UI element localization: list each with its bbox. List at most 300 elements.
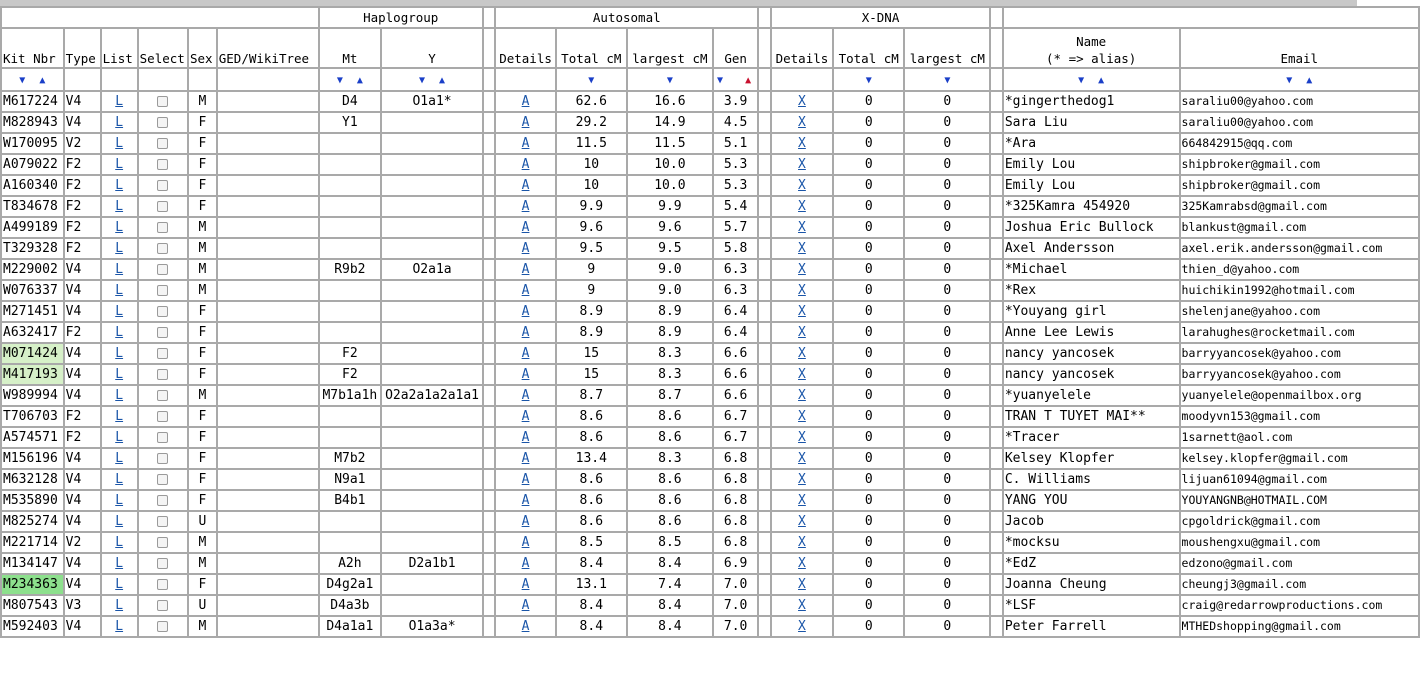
kit-number: M825274	[1, 511, 64, 532]
ged-wikitree	[217, 343, 319, 364]
xdna-details-link[interactable]: X	[798, 178, 806, 193]
xdna-details-cell	[771, 259, 834, 280]
mt-haplogroup	[319, 280, 382, 301]
sort-desc-icon[interactable]: ▼	[1286, 75, 1293, 86]
spacer	[990, 259, 1002, 280]
xdna-largest-cm: 0	[904, 469, 990, 490]
xdna-details-link[interactable]: X	[798, 388, 806, 403]
autosomal-details-link[interactable]: A	[521, 514, 530, 529]
xdna-details-link[interactable]: X	[798, 493, 806, 508]
ged-wikitree	[217, 511, 319, 532]
kit-type: V4	[64, 616, 101, 637]
select-checkbox[interactable]	[157, 180, 168, 191]
sex: U	[188, 595, 217, 616]
select-checkbox[interactable]	[157, 369, 168, 380]
mt-haplogroup	[319, 511, 382, 532]
ged-wikitree	[217, 448, 319, 469]
list-link[interactable]: L	[115, 493, 124, 508]
match-email: lijuan61094@gmail.com	[1180, 469, 1419, 490]
sort-asc-icon[interactable]: ▲	[39, 75, 46, 86]
list-link[interactable]: L	[115, 472, 124, 487]
xdna-details-link[interactable]: X	[798, 367, 806, 382]
header-list: List	[101, 28, 138, 68]
header-xdna-total: Total cM	[833, 28, 904, 68]
match-name: *Youyang girl	[1003, 301, 1180, 322]
select-cell	[138, 406, 188, 427]
autosomal-details-cell	[495, 490, 556, 511]
autosomal-details-link[interactable]: A	[521, 199, 530, 214]
ged-wikitree	[217, 322, 319, 343]
match-email: shipbroker@gmail.com	[1180, 154, 1419, 175]
autosomal-details-cell	[495, 448, 556, 469]
spacer	[990, 448, 1002, 469]
select-checkbox[interactable]	[157, 411, 168, 422]
sort-autosomal-total	[556, 68, 627, 91]
sort-desc-icon[interactable]: ▼	[666, 75, 673, 86]
autosomal-details-cell	[495, 343, 556, 364]
match-email: 325Kamrabsd@gmail.com	[1180, 196, 1419, 217]
xdna-details-cell	[771, 175, 834, 196]
autosomal-details-link[interactable]: A	[521, 556, 530, 571]
sort-desc-icon[interactable]: ▼	[865, 75, 872, 86]
y-haplogroup	[381, 448, 483, 469]
autosomal-details-link[interactable]: A	[521, 430, 530, 445]
list-link[interactable]: L	[115, 409, 124, 424]
autosomal-details-cell	[495, 364, 556, 385]
select-checkbox[interactable]	[157, 201, 168, 212]
generations: 6.8	[713, 490, 758, 511]
xdna-details-link[interactable]: X	[798, 346, 806, 361]
ged-wikitree	[217, 553, 319, 574]
autosomal-details-link[interactable]: A	[521, 241, 530, 256]
autosomal-details-link[interactable]: A	[521, 220, 530, 235]
match-email: barryyancosek@yahoo.com	[1180, 364, 1419, 385]
xdna-largest-cm: 0	[904, 511, 990, 532]
xdna-details-link[interactable]: X	[798, 430, 806, 445]
xdna-details-link[interactable]: X	[798, 598, 806, 613]
select-checkbox[interactable]	[157, 390, 168, 401]
xdna-details-link[interactable]: X	[798, 304, 806, 319]
header-sex: Sex	[188, 28, 217, 68]
list-link[interactable]: L	[115, 556, 124, 571]
select-checkbox[interactable]	[157, 495, 168, 506]
generations: 6.3	[713, 280, 758, 301]
mt-haplogroup	[319, 238, 382, 259]
kit-type: F2	[64, 154, 101, 175]
table-row	[1, 280, 1419, 301]
list-cell	[101, 574, 138, 595]
kit-number: M156196	[1, 448, 64, 469]
autosomal-details-link[interactable]: A	[521, 577, 530, 592]
kit-number: M632128	[1, 469, 64, 490]
xdna-largest-cm: 0	[904, 280, 990, 301]
ged-wikitree	[217, 406, 319, 427]
autosomal-details-link[interactable]: A	[521, 136, 530, 151]
y-haplogroup	[381, 406, 483, 427]
y-haplogroup	[381, 154, 483, 175]
spacer	[758, 616, 770, 637]
kit-type: V4	[64, 553, 101, 574]
autosomal-details-link[interactable]: A	[521, 493, 530, 508]
spacer	[758, 28, 770, 68]
xdna-group-header: X-DNA	[771, 7, 991, 28]
select-checkbox[interactable]	[157, 306, 168, 317]
table-row	[1, 322, 1419, 343]
spacer	[758, 175, 770, 196]
spacer	[483, 91, 495, 112]
sex: M	[188, 616, 217, 637]
blank-group-cell	[1003, 7, 1419, 28]
list-cell	[101, 301, 138, 322]
xdna-details-link[interactable]: X	[798, 94, 806, 109]
match-name: *yuanyelele	[1003, 385, 1180, 406]
match-email: larahughes@rocketmail.com	[1180, 322, 1419, 343]
select-cell	[138, 175, 188, 196]
xdna-details-link[interactable]: X	[798, 241, 806, 256]
xdna-largest-cm: 0	[904, 364, 990, 385]
table-row	[1, 259, 1419, 280]
kit-number: A574571	[1, 427, 64, 448]
xdna-total-cm: 0	[833, 301, 904, 322]
autosomal-details-link[interactable]: A	[521, 157, 530, 172]
sex: F	[188, 406, 217, 427]
xdna-details-cell	[771, 385, 834, 406]
y-haplogroup	[381, 364, 483, 385]
xdna-details-cell	[771, 217, 834, 238]
list-link[interactable]: L	[115, 157, 124, 172]
xdna-details-link[interactable]: X	[798, 157, 806, 172]
spacer	[990, 553, 1002, 574]
spacer	[990, 154, 1002, 175]
list-link[interactable]: L	[115, 514, 124, 529]
autosomal-details-link[interactable]: A	[521, 325, 530, 340]
autosomal-largest-cm: 11.5	[627, 133, 713, 154]
xdna-details-link[interactable]: X	[798, 535, 806, 550]
list-link[interactable]: L	[115, 577, 124, 592]
xdna-details-link[interactable]: X	[798, 283, 806, 298]
xdna-details-link[interactable]: X	[798, 556, 806, 571]
sort-asc-icon[interactable]: ▲	[356, 75, 363, 86]
autosomal-details-link[interactable]: A	[521, 178, 530, 193]
spacer	[483, 322, 495, 343]
xdna-details-link[interactable]: X	[798, 472, 806, 487]
xdna-details-link[interactable]: X	[798, 115, 806, 130]
autosomal-details-link[interactable]: A	[521, 619, 530, 634]
y-haplogroup	[381, 595, 483, 616]
sort-empty	[771, 68, 834, 91]
autosomal-largest-cm: 8.9	[627, 301, 713, 322]
mt-haplogroup: R9b2	[319, 259, 382, 280]
autosomal-details-link[interactable]: A	[521, 262, 530, 277]
y-haplogroup: D2a1b1	[381, 553, 483, 574]
list-link[interactable]: L	[115, 241, 124, 256]
xdna-details-link[interactable]: X	[798, 619, 806, 634]
sort-empty	[495, 68, 556, 91]
spacer	[483, 469, 495, 490]
sort-desc-icon[interactable]: ▼	[419, 75, 426, 86]
xdna-total-cm: 0	[833, 238, 904, 259]
ged-wikitree	[217, 364, 319, 385]
sex: F	[188, 112, 217, 133]
xdna-total-cm: 0	[833, 154, 904, 175]
xdna-details-link[interactable]: X	[798, 577, 806, 592]
xdna-total-cm: 0	[833, 322, 904, 343]
match-results-table	[0, 6, 1420, 638]
select-checkbox[interactable]	[157, 243, 168, 254]
kit-number: M828943	[1, 112, 64, 133]
list-link[interactable]: L	[115, 430, 124, 445]
xdna-details-link[interactable]: X	[798, 199, 806, 214]
kit-number: M221714	[1, 532, 64, 553]
spacer	[483, 238, 495, 259]
list-cell	[101, 133, 138, 154]
select-checkbox[interactable]	[157, 285, 168, 296]
select-checkbox[interactable]	[157, 537, 168, 548]
list-cell	[101, 595, 138, 616]
list-link[interactable]: L	[115, 283, 124, 298]
sort-asc-icon[interactable]: ▲	[1306, 75, 1313, 86]
list-link[interactable]: L	[115, 325, 124, 340]
match-email: 664842915@qq.com	[1180, 133, 1419, 154]
spacer	[758, 238, 770, 259]
autosomal-total-cm: 8.6	[556, 427, 627, 448]
autosomal-details-link[interactable]: A	[521, 451, 530, 466]
xdna-total-cm: 0	[833, 280, 904, 301]
column-header-row	[1, 28, 1419, 68]
spacer	[758, 133, 770, 154]
sort-desc-icon[interactable]: ▼	[1078, 75, 1085, 86]
spacer	[483, 532, 495, 553]
autosomal-details-link[interactable]: A	[521, 472, 530, 487]
autosomal-details-link[interactable]: A	[521, 409, 530, 424]
autosomal-largest-cm: 8.3	[627, 448, 713, 469]
list-link[interactable]: L	[115, 535, 124, 550]
spacer	[990, 322, 1002, 343]
list-link[interactable]: L	[115, 115, 124, 130]
list-link[interactable]: L	[115, 136, 124, 151]
xdna-details-link[interactable]: X	[798, 262, 806, 277]
sort-desc-icon[interactable]: ▼	[717, 75, 724, 86]
xdna-largest-cm: 0	[904, 406, 990, 427]
select-checkbox[interactable]	[157, 453, 168, 464]
autosomal-largest-cm: 8.6	[627, 406, 713, 427]
sort-arrow-row	[1, 68, 1419, 91]
select-checkbox[interactable]	[157, 432, 168, 443]
generations: 5.3	[713, 175, 758, 196]
generations: 6.6	[713, 385, 758, 406]
xdna-largest-cm: 0	[904, 301, 990, 322]
xdna-details-cell	[771, 154, 834, 175]
spacer	[758, 343, 770, 364]
spacer	[483, 175, 495, 196]
generations: 7.0	[713, 574, 758, 595]
match-name: Sara Liu	[1003, 112, 1180, 133]
y-haplogroup	[381, 469, 483, 490]
generations: 6.3	[713, 259, 758, 280]
xdna-largest-cm: 0	[904, 595, 990, 616]
xdna-details-cell	[771, 448, 834, 469]
xdna-details-cell	[771, 343, 834, 364]
list-link[interactable]: L	[115, 220, 124, 235]
list-link[interactable]: L	[115, 94, 124, 109]
select-cell	[138, 385, 188, 406]
autosomal-details-link[interactable]: A	[521, 283, 530, 298]
kit-type: V4	[64, 259, 101, 280]
match-name: *mocksu	[1003, 532, 1180, 553]
mt-haplogroup: M7b1a1h	[319, 385, 382, 406]
select-cell	[138, 112, 188, 133]
xdna-details-link[interactable]: X	[798, 325, 806, 340]
select-checkbox[interactable]	[157, 474, 168, 485]
xdna-details-link[interactable]: X	[798, 409, 806, 424]
spacer	[990, 28, 1002, 68]
list-link[interactable]: L	[115, 262, 124, 277]
select-checkbox[interactable]	[157, 327, 168, 338]
xdna-total-cm: 0	[833, 406, 904, 427]
select-checkbox[interactable]	[157, 222, 168, 233]
autosomal-details-link[interactable]: A	[521, 367, 530, 382]
sort-asc-icon[interactable]: ▲	[1098, 75, 1105, 86]
xdna-details-cell	[771, 490, 834, 511]
header-name-line1: Name	[1076, 34, 1107, 49]
spacer	[483, 112, 495, 133]
select-checkbox[interactable]	[157, 159, 168, 170]
match-email: thien_d@yahoo.com	[1180, 259, 1419, 280]
sort-asc-icon[interactable]: ▲	[439, 75, 446, 86]
select-checkbox[interactable]	[157, 600, 168, 611]
spacer	[758, 259, 770, 280]
select-checkbox[interactable]	[157, 621, 168, 632]
spacer	[990, 280, 1002, 301]
list-link[interactable]: L	[115, 619, 124, 634]
sort-desc-icon[interactable]: ▼	[944, 75, 951, 86]
table-row	[1, 553, 1419, 574]
kit-type: V4	[64, 301, 101, 322]
ged-wikitree	[217, 490, 319, 511]
generations: 6.9	[713, 553, 758, 574]
autosomal-total-cm: 8.4	[556, 595, 627, 616]
autosomal-largest-cm: 8.4	[627, 595, 713, 616]
spacer	[483, 301, 495, 322]
list-link[interactable]: L	[115, 451, 124, 466]
spacer	[483, 574, 495, 595]
autosomal-details-link[interactable]: A	[521, 115, 530, 130]
header-mt: Mt	[319, 28, 382, 68]
select-cell	[138, 469, 188, 490]
autosomal-details-cell	[495, 553, 556, 574]
header-xdna-details: Details	[771, 28, 834, 68]
list-cell	[101, 322, 138, 343]
list-link[interactable]: L	[115, 388, 124, 403]
autosomal-largest-cm: 10.0	[627, 175, 713, 196]
autosomal-details-link[interactable]: A	[521, 535, 530, 550]
xdna-total-cm: 0	[833, 553, 904, 574]
autosomal-details-link[interactable]: A	[521, 346, 530, 361]
sex: F	[188, 427, 217, 448]
xdna-details-link[interactable]: X	[798, 220, 806, 235]
spacer	[990, 91, 1002, 112]
autosomal-details-cell	[495, 616, 556, 637]
ged-wikitree	[217, 280, 319, 301]
header-type: Type	[64, 28, 101, 68]
header-kit: Kit Nbr	[1, 28, 64, 68]
sex: M	[188, 91, 217, 112]
list-link[interactable]: L	[115, 178, 124, 193]
sort-gen	[713, 68, 758, 91]
select-checkbox[interactable]	[157, 348, 168, 359]
xdna-largest-cm: 0	[904, 196, 990, 217]
sex: M	[188, 532, 217, 553]
select-checkbox[interactable]	[157, 138, 168, 149]
kit-type: F2	[64, 175, 101, 196]
autosomal-details-link[interactable]: A	[521, 94, 530, 109]
autosomal-details-link[interactable]: A	[521, 304, 530, 319]
spacer	[758, 511, 770, 532]
select-checkbox[interactable]	[157, 264, 168, 275]
mt-haplogroup: D4a1a1	[319, 616, 382, 637]
autosomal-largest-cm: 9.5	[627, 238, 713, 259]
kit-number: A079022	[1, 154, 64, 175]
spacer	[758, 68, 770, 91]
match-email: shipbroker@gmail.com	[1180, 175, 1419, 196]
sort-asc-active-icon[interactable]: ▲	[745, 75, 752, 86]
match-email: blankust@gmail.com	[1180, 217, 1419, 238]
match-name: *325Kamra 454920	[1003, 196, 1180, 217]
kit-type: F2	[64, 427, 101, 448]
sort-empty	[138, 68, 188, 91]
ged-wikitree	[217, 574, 319, 595]
sex: M	[188, 217, 217, 238]
list-link[interactable]: L	[115, 199, 124, 214]
list-cell	[101, 343, 138, 364]
xdna-total-cm: 0	[833, 259, 904, 280]
mt-haplogroup: B4b1	[319, 490, 382, 511]
header-xdna-largest: largest cM	[904, 28, 990, 68]
autosomal-largest-cm: 9.9	[627, 196, 713, 217]
select-checkbox[interactable]	[157, 558, 168, 569]
xdna-details-link[interactable]: X	[798, 451, 806, 466]
spacer	[990, 364, 1002, 385]
xdna-total-cm: 0	[833, 112, 904, 133]
autosomal-largest-cm: 16.6	[627, 91, 713, 112]
list-link[interactable]: L	[115, 367, 124, 382]
xdna-details-link[interactable]: X	[798, 136, 806, 151]
autosomal-details-link[interactable]: A	[521, 598, 530, 613]
xdna-details-cell	[771, 427, 834, 448]
sort-desc-icon[interactable]: ▼	[336, 75, 343, 86]
list-link[interactable]: L	[115, 346, 124, 361]
xdna-details-link[interactable]: X	[798, 514, 806, 529]
sort-desc-icon[interactable]: ▼	[588, 75, 595, 86]
select-checkbox[interactable]	[157, 516, 168, 527]
list-link[interactable]: L	[115, 598, 124, 613]
table-row	[1, 91, 1419, 112]
match-name: Axel Andersson	[1003, 238, 1180, 259]
list-link[interactable]: L	[115, 304, 124, 319]
haplogroup-group-header: Haplogroup	[319, 7, 483, 28]
kit-type: V4	[64, 385, 101, 406]
autosomal-details-link[interactable]: A	[521, 388, 530, 403]
spacer	[483, 511, 495, 532]
autosomal-details-cell	[495, 112, 556, 133]
spacer	[483, 553, 495, 574]
select-checkbox[interactable]	[157, 579, 168, 590]
select-checkbox[interactable]	[157, 117, 168, 128]
list-cell	[101, 448, 138, 469]
autosomal-total-cm: 8.6	[556, 406, 627, 427]
sort-desc-icon[interactable]: ▼	[19, 75, 26, 86]
select-checkbox[interactable]	[157, 96, 168, 107]
